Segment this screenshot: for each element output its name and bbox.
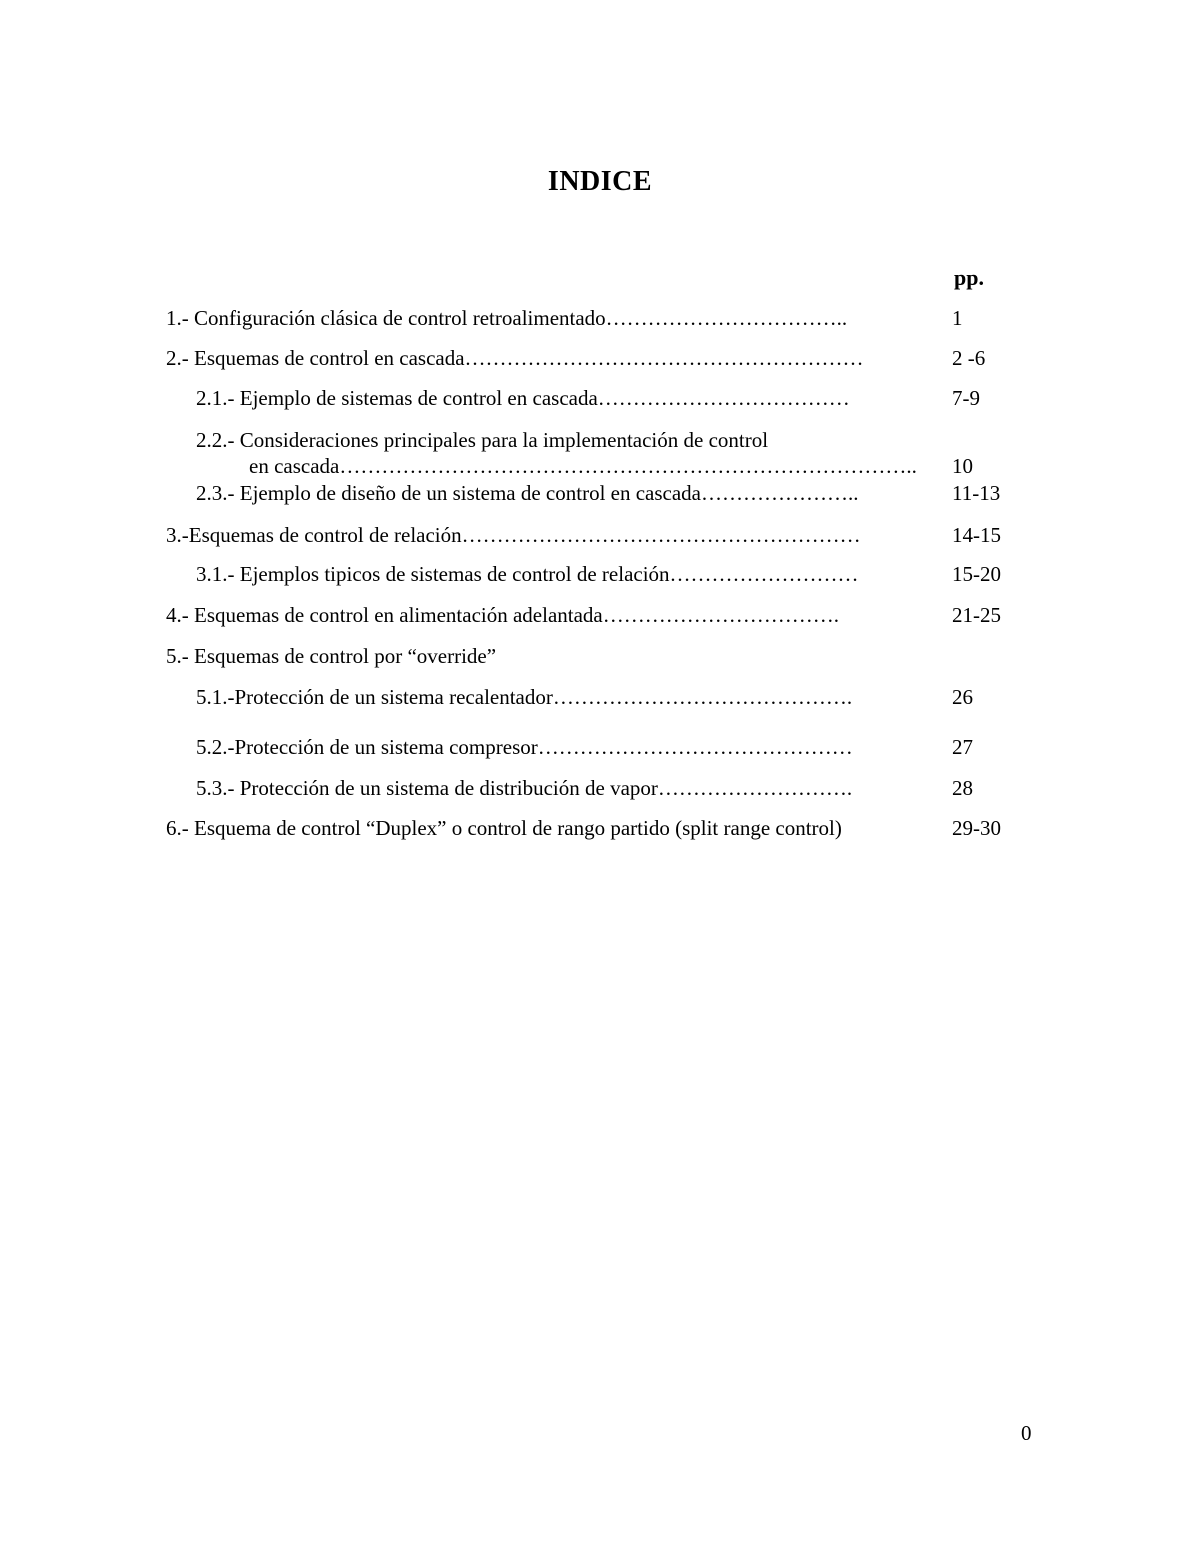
toc-entry-page: 7-9	[952, 386, 980, 410]
toc-entry-page: 29-30	[952, 816, 1001, 840]
toc-entry-text-continuation: en cascada………………………………………………………………………..	[249, 454, 917, 478]
toc-entry-page: 27	[952, 735, 973, 759]
toc-entry-text: 3.1.- Ejemplos tipicos de sistemas de control de relación………………………	[196, 562, 859, 586]
toc-entry-text: 5.2.-Protección de un sistema compresor………………………………………	[196, 735, 853, 759]
toc-entry-page: 1	[952, 306, 963, 330]
toc-entry-page: 21-25	[952, 603, 1001, 627]
pages-column-header: pp.	[954, 265, 984, 290]
toc-entry-text: 5.1.-Protección de un sistema recalentador…………………………………….	[196, 685, 853, 709]
toc-entry-text: 5.- Esquemas de control por “override”	[166, 644, 497, 668]
toc-entry-page: 11-13	[952, 481, 1001, 505]
toc-entry-text: 2.3.- Ejemplo de diseño de un sistema de control en cascada…………………..	[196, 481, 859, 505]
toc-entry-text: 2.- Esquemas de control en cascada…………………………………………………	[166, 346, 864, 370]
toc-entry-page: 10	[952, 454, 973, 478]
toc-entry-page: 15-20	[952, 562, 1001, 586]
toc-entry-page: 28	[952, 776, 973, 800]
toc-entry-text: 6.- Esquema de control “Duplex” o control de rango partido (split range control)	[166, 816, 842, 840]
toc-entry-page: 14-15	[952, 523, 1001, 547]
toc-entry-text: 4.- Esquemas de control en alimentación adelantada…………………………….	[166, 603, 839, 627]
toc-entry-text: 1.- Configuración clásica de control retroalimentado……………………………..	[166, 306, 848, 330]
toc-entry-text: 2.1.- Ejemplo de sistemas de control en cascada………………………………	[196, 386, 850, 410]
toc-entry-text: 2.2.- Consideraciones principales para la implementación de control	[196, 428, 769, 452]
toc-entry-page: 2 -6	[952, 346, 986, 370]
toc-entry-text: 5.3.- Protección de un sistema de distribución de vapor……………………….	[196, 776, 853, 800]
toc-entry-page: 26	[952, 685, 973, 709]
page-title: INDICE	[547, 166, 653, 197]
toc-entry-text: 3.-Esquemas de control de relación…………………………………………………	[166, 523, 861, 547]
footer-page-number: 0	[1021, 1421, 1032, 1445]
